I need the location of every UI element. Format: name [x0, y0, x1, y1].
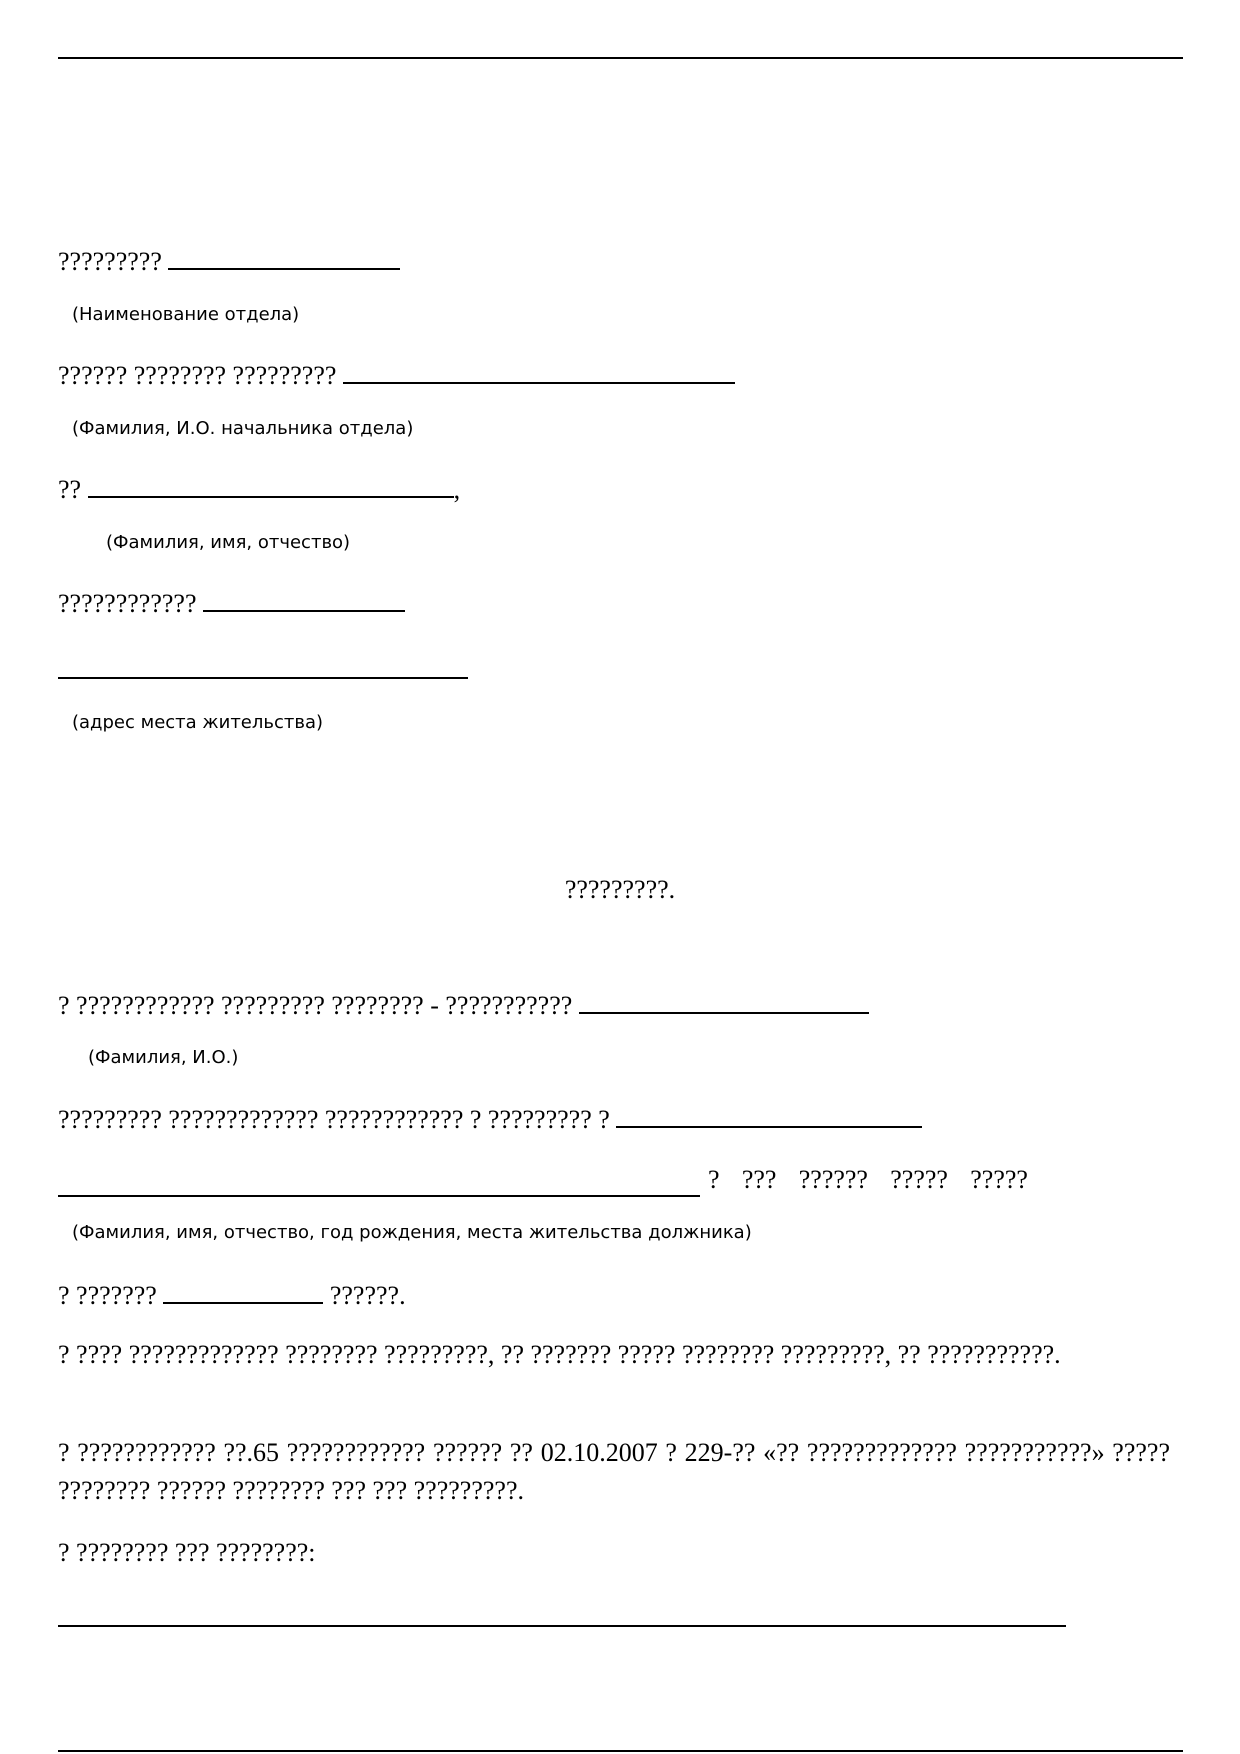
bailiff-caption: (Фамилия, И.О.): [88, 1047, 239, 1068]
body-line-4-prefix: ? ???????: [58, 1281, 157, 1310]
applicant-caption: (Фамилия, имя, отчество): [106, 532, 351, 553]
paragraph-2: ? ???????????? ??.65 ???????????? ?????? ?? 02.10.2007 ? 229-?? «?? ????????????? ???????????» ????? ???????? ?????? ???????? ??? ??? ?????????.: [58, 1438, 1170, 1505]
address-field-2[interactable]: [58, 677, 468, 679]
line3-word-3: ??????: [798, 1165, 868, 1194]
line3-word-5: ?????: [970, 1165, 1028, 1194]
document-title: ?????????.: [564, 875, 676, 904]
body-line-4: [58, 1280, 406, 1311]
line3-word-2: ???: [741, 1165, 777, 1194]
paragraph-3: ? ???????? ??? ????????:: [58, 1538, 316, 1567]
line3-word-1: ?: [708, 1165, 720, 1194]
top-rule: [58, 57, 1183, 59]
body-line-1: [58, 990, 869, 1021]
from-line: [58, 474, 460, 505]
chief-name-field[interactable]: [343, 360, 735, 384]
body-line-2: [58, 1104, 922, 1135]
to-label: ?????????: [58, 247, 162, 276]
department-field[interactable]: [168, 246, 400, 270]
debtor-caption: (Фамилия, имя, отчество, год рождения, места жительства должника): [72, 1222, 752, 1243]
chief-caption: (Фамилия, И.О. начальника отдела): [72, 418, 414, 439]
body-line-1-text: ? ???????????? ????????? ???????? - ???????????: [58, 991, 573, 1020]
address-field-1[interactable]: [203, 588, 405, 612]
bailiff-name-field[interactable]: [579, 990, 869, 1014]
paragraph-1: ? ???? ????????????? ???????? ?????????, ?? ??????? ????? ???????? ?????????, ?? ???????????.: [58, 1340, 1061, 1369]
attachment-field[interactable]: [58, 1625, 1066, 1627]
applicant-name-field[interactable]: [88, 474, 454, 498]
from-label: ??: [58, 475, 82, 504]
living-label: ????????????: [58, 589, 197, 618]
case-field[interactable]: [616, 1104, 922, 1128]
line3-word-4: ?????: [890, 1165, 948, 1194]
address-caption: (адрес места жительства): [72, 712, 324, 733]
body-line-2-text: ????????? ????????????? ???????????? ? ????????? ?: [58, 1105, 610, 1134]
department-caption: (Наименование отдела): [72, 304, 300, 325]
comma: ,: [453, 475, 461, 504]
body-line-4-suffix: ??????.: [329, 1281, 406, 1310]
chief-line: [58, 360, 735, 391]
chief-label: ?????? ???????? ?????????: [58, 361, 337, 390]
bottom-rule: [58, 1750, 1183, 1752]
debtor-field[interactable]: [58, 1195, 700, 1197]
amount-field[interactable]: [163, 1280, 323, 1304]
living-line: [58, 588, 405, 619]
to-line: [58, 246, 400, 277]
body-line-3: [708, 1165, 1028, 1195]
